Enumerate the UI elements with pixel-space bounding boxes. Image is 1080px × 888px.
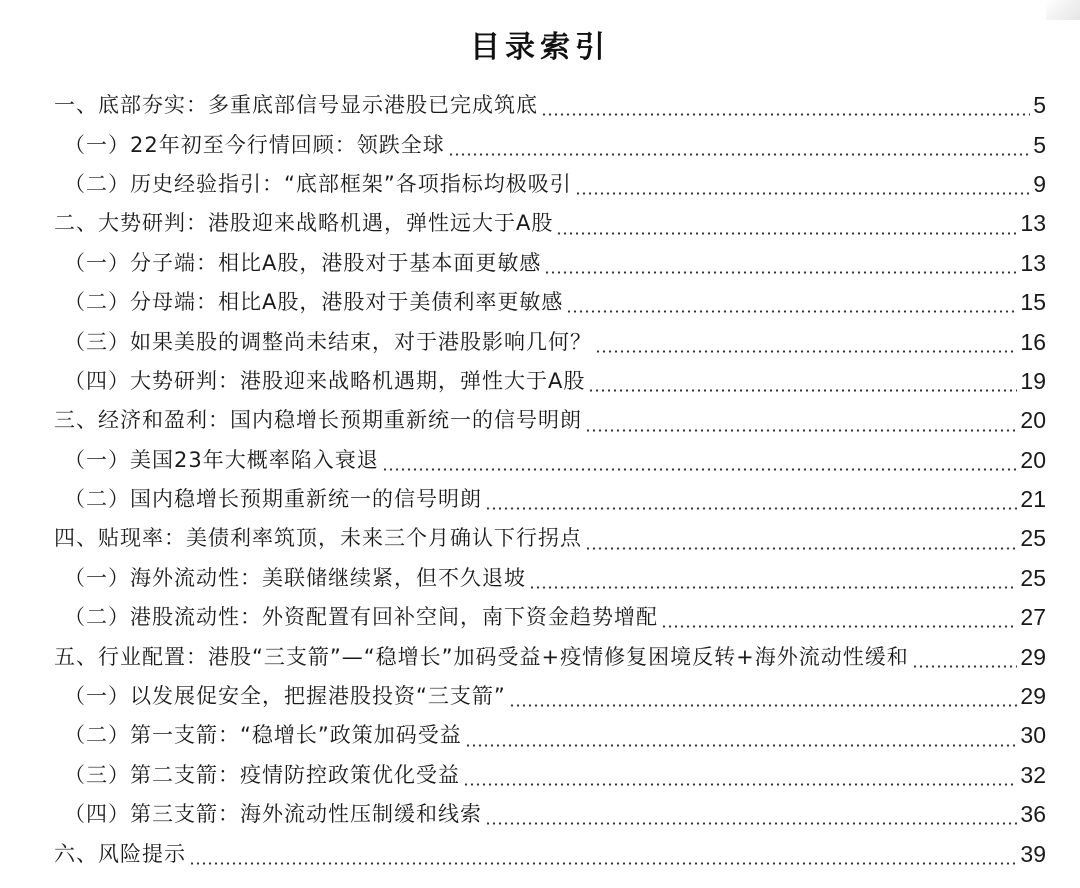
toc-page-number: 13: [1020, 249, 1046, 276]
toc-entry-title: （二）历史经验指引：“底部框架”各项指标均极吸引: [64, 171, 572, 196]
dot-leader: [448, 153, 1030, 156]
dot-leader: [485, 822, 1017, 825]
toc-page-number: 20: [1020, 407, 1046, 434]
toc-page-number: 9: [1033, 170, 1046, 197]
toc-entry-title: （一）以发展促安全，把握港股投资“三支箭”: [64, 684, 506, 709]
toc-entry-title: 三、经济和盈利：国内稳增长预期重新统一的信号明朗: [54, 408, 582, 433]
toc-page-number: 20: [1020, 446, 1046, 473]
toc-page-number: 39: [1020, 840, 1046, 867]
toc-page-number: 27: [1020, 604, 1046, 631]
toc-subentry[interactable]: [54, 244, 1046, 283]
toc-page-number: 25: [1020, 564, 1046, 591]
dot-leader: [566, 310, 1017, 313]
dot-leader: [529, 586, 1017, 589]
toc-page-number: 5: [1033, 131, 1046, 158]
toc-entry[interactable]: [54, 86, 1046, 125]
toc-subentry[interactable]: [54, 480, 1046, 519]
toc-entry-title: （四）大势研判：港股迎来战略机遇期，弹性大于A股: [64, 368, 586, 393]
toc-subentry[interactable]: [54, 283, 1046, 322]
toc-entry-title: 五、行业配置：港股“三支箭”—“稳增长”加码受益+疫情修复困境反转+海外流动性缓和: [54, 644, 909, 669]
toc-entry[interactable]: [54, 834, 1046, 873]
toc-entry-title: （一）美国23年大概率陷入衰退: [64, 447, 379, 472]
toc-subentry[interactable]: [54, 125, 1046, 164]
toc-entry-title: 一、底部夯实：多重底部信号显示港股已完成筑底: [54, 93, 538, 118]
toc-subentry[interactable]: [54, 165, 1046, 204]
toc-subentry[interactable]: [54, 362, 1046, 401]
toc-subentry[interactable]: [54, 322, 1046, 361]
toc-page-number: 21: [1020, 486, 1046, 513]
toc-subentry[interactable]: [54, 598, 1046, 637]
toc-page-number: 29: [1020, 683, 1046, 710]
toc-page-number: 5: [1033, 92, 1046, 119]
toc-entry-title: （一）海外流动性：美联储继续紧，但不久退坡: [64, 565, 526, 590]
toc-page-number: 32: [1020, 761, 1046, 788]
toc-page-number: 15: [1020, 289, 1046, 316]
toc-entry-title: 二、大势研判：港股迎来战略机遇，弹性远大于A股: [54, 211, 554, 236]
dot-leader: [661, 625, 1017, 628]
toc-entry-title: （二）第一支箭：“稳增长”政策加码受益: [64, 723, 462, 748]
dot-leader: [509, 704, 1018, 707]
toc-page-number: 25: [1020, 525, 1046, 552]
toc-subentry[interactable]: [54, 677, 1046, 716]
toc-subentry[interactable]: [54, 716, 1046, 755]
dot-leader: [575, 192, 1030, 195]
table-of-contents: [54, 86, 1046, 874]
toc-entry-title: （四）第三支箭：海外流动性压制缓和线索: [64, 802, 482, 827]
toc-entry[interactable]: [54, 519, 1046, 558]
dot-leader: [465, 744, 1018, 747]
toc-entry-title: 四、贴现率：美债利率筑顶，未来三个月确认下行拐点: [54, 526, 582, 551]
toc-entry-title: （三）如果美股的调整尚未结束，对于港股影响几何？: [64, 329, 592, 354]
dot-leader: [912, 665, 1018, 668]
toc-entry-title: 六、风险提示: [54, 841, 186, 866]
toc-entry-title: （一）22年初至今行情回顾：领跌全球: [64, 132, 445, 157]
dot-leader: [588, 389, 1017, 392]
dot-leader: [544, 271, 1017, 274]
toc-entry-title: （三）第二支箭：疫情防控政策优化受益: [64, 762, 460, 787]
page-corner-mark: [1046, 0, 1080, 20]
toc-page-number: 13: [1020, 210, 1046, 237]
dot-leader: [595, 350, 1017, 353]
dot-leader: [541, 113, 1030, 116]
toc-page-number: 19: [1020, 367, 1046, 394]
toc-subentry[interactable]: [54, 559, 1046, 598]
dot-leader: [556, 232, 1017, 235]
dot-leader: [382, 468, 1018, 471]
page-title: 目录索引: [470, 30, 610, 65]
toc-entry-title: （二）分母端：相比A股，港股对于美债利率更敏感: [64, 290, 564, 315]
toc-entry[interactable]: [54, 637, 1046, 676]
toc-page-number: 16: [1020, 328, 1046, 355]
dot-leader: [585, 547, 1017, 550]
dot-leader: [463, 783, 1017, 786]
dot-leader: [585, 429, 1017, 432]
toc-subentry[interactable]: [54, 756, 1046, 795]
toc-entry[interactable]: [54, 401, 1046, 440]
toc-subentry[interactable]: [54, 441, 1046, 480]
toc-entry-title: （一）分子端：相比A股，港股对于基本面更敏感: [64, 250, 542, 275]
dot-leader: [485, 507, 1017, 510]
toc-page-number: 29: [1020, 643, 1046, 670]
toc-entry-title: （二）国内稳增长预期重新统一的信号明朗: [64, 487, 482, 512]
toc-subentry[interactable]: [54, 795, 1046, 834]
toc-page-number: 30: [1020, 722, 1046, 749]
toc-entry-title: （二）港股流动性：外资配置有回补空间，南下资金趋势增配: [64, 605, 658, 630]
toc-entry[interactable]: [54, 204, 1046, 243]
toc-page-number: 36: [1020, 801, 1046, 828]
dot-leader: [189, 862, 1017, 865]
